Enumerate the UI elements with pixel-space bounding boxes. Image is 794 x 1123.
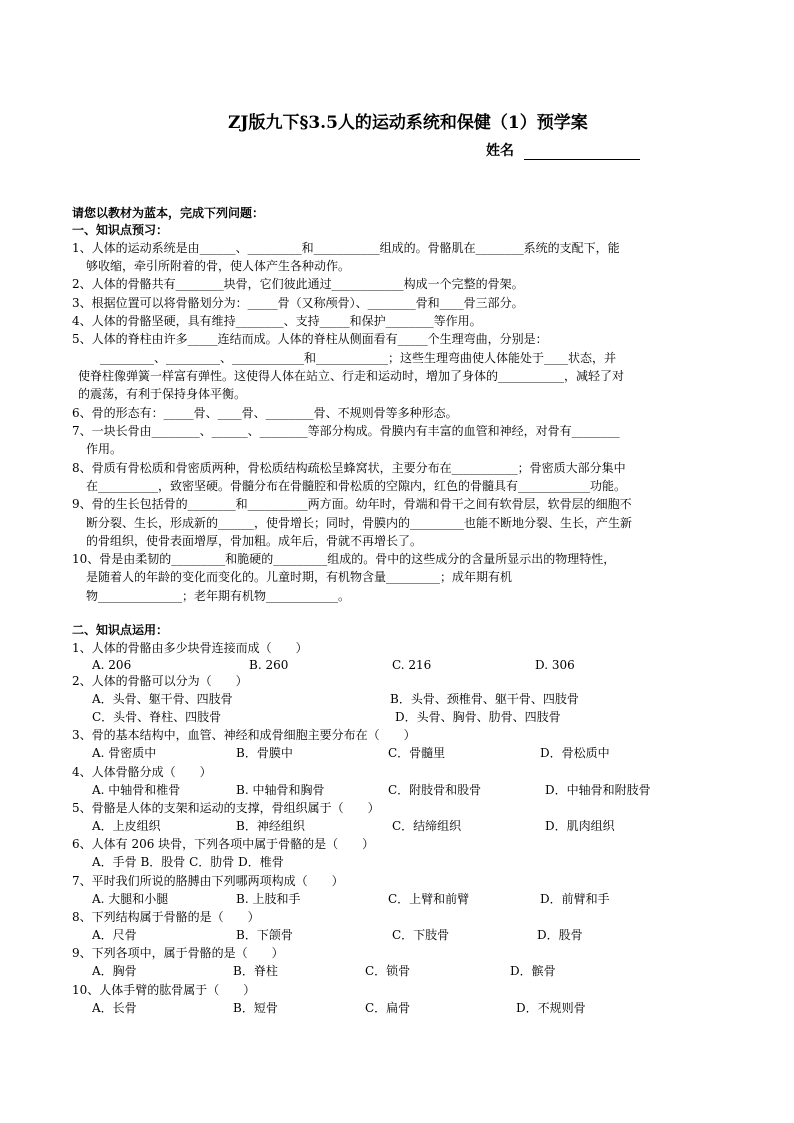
option: A. 大腿和小腿 <box>92 892 169 906</box>
s1-line: 的骨组织，使骨表面增厚，骨加粗。成年后，骨就不再增长了。 <box>86 534 423 548</box>
option: B. 260 <box>249 658 289 672</box>
option: D．头骨、胸骨、肋骨、四肢骨 <box>395 710 561 724</box>
s1-line: _________、_________、____________和____________；这些生理弯曲使人体能处于____状态，并 <box>100 351 617 365</box>
s1-line: 8、骨质有骨松质和骨密质两种，骨松质结构疏松呈蜂窝状，主要分布在___________；骨密质大部分集中 <box>72 461 626 475</box>
option: C．附肢骨和股骨 <box>388 783 482 797</box>
option: A．上皮组织 <box>92 819 161 833</box>
option: C．结缔组织 <box>392 819 462 833</box>
option: A．头骨、躯干骨、四肢骨 <box>92 692 233 706</box>
s1-line: 断分裂、生长，形成新的______，使骨增长；同时，骨膜内的_________也能不断地分裂、生长，产生新 <box>86 516 633 530</box>
intro-text: 请您以教材为蓝本，完成下列问题： <box>72 206 265 220</box>
option: A．尺骨 <box>92 928 137 942</box>
option: B．神经组织 <box>236 819 305 833</box>
question-text: 9、下列各项中，属于骨骼的是（ ） <box>72 946 284 960</box>
name-field <box>486 140 640 160</box>
option: A. 中轴骨和椎骨 <box>92 783 181 797</box>
option: D．股骨 <box>537 928 583 942</box>
option: A. 206 <box>92 658 132 672</box>
s1-line: 1、人体的运动系统是由______、_________和___________组成的。骨骼肌在________系统的支配下，能 <box>72 241 620 255</box>
option: C．上臂和前臂 <box>388 892 470 906</box>
question-text: 3、骨的基本结构中，血管、神经和成骨细胞主要分布在（ ） <box>72 728 416 742</box>
option: B．短骨 <box>233 1001 278 1015</box>
option: B．脊柱 <box>233 964 278 978</box>
s1-line: 在__________，致密坚硬。骨髓分布在骨髓腔和骨松质的空隙内，红色的骨髓具有____________功能。 <box>86 479 627 493</box>
question-text: 10、人体手臂的肱骨属于（ ） <box>72 983 256 997</box>
option: C．锁骨 <box>365 964 411 978</box>
question-text: 5、骨骼是人体的支架和运动的支撑，骨组织属于（ ） <box>72 801 380 815</box>
section2-heading: 二、知识点运用： <box>72 623 169 637</box>
option: D．不规则骨 <box>516 1001 586 1015</box>
option: C．头骨、脊柱、四肢骨 <box>92 710 222 724</box>
s1-line: 的震荡，有利于保持身体平衡。 <box>78 387 247 401</box>
s1-line: 7、一块长骨由________、______、________等部分构成。骨膜内有丰富的血管和神经，对骨有________ <box>72 424 620 438</box>
s1-line: 够收缩，牵引所附着的骨，使人体产生各种动作。 <box>86 259 351 273</box>
question-text: 6、人体有 206 块骨，下列各项中属于骨骼的是（ ） <box>72 837 375 851</box>
s1-line: 5、人体的脊柱由许多_____连结而成。人体的脊柱从侧面看有_____个生理弯曲，分别是： <box>72 332 548 346</box>
option: D．前臂和手 <box>540 892 610 906</box>
option: D．肌肉组织 <box>545 819 615 833</box>
section1-heading: 一、知识点预习： <box>72 223 169 237</box>
option: C．下肢骨 <box>392 928 450 942</box>
option: A．手骨 B．股骨 C．肋骨 D．椎骨 <box>92 855 284 869</box>
question-text: 4、人体骨骼分成（ ） <box>72 765 212 779</box>
option: A．长骨 <box>92 1001 137 1015</box>
name-blank[interactable] <box>524 145 640 160</box>
s1-line: 2、人体的骨骼共有________块骨，它们彼此通过____________构成一个完整的骨架。 <box>72 277 524 291</box>
s1-line: 3、根据位置可以将骨骼划分为：_____骨（又称颅骨）、________骨和____骨三部分。 <box>72 296 524 310</box>
question-text: 7、平时我们所说的胳膊由下列哪两项构成（ ） <box>72 874 344 888</box>
option: C. 216 <box>392 658 432 672</box>
option: C．扁骨 <box>365 1001 411 1015</box>
document-title: ZJ版九下§3.5人的运动系统和保健（1）预学案 <box>228 113 588 133</box>
option: B．骨膜中 <box>236 746 293 760</box>
option: D．髌骨 <box>510 964 556 978</box>
option: B．下颌骨 <box>236 928 293 942</box>
option: C．骨髓里 <box>388 746 446 760</box>
option: D．中轴骨和附肢骨 <box>545 783 651 797</box>
option: D．骨松质中 <box>540 746 610 760</box>
question-text: 1、人体的骨骼由多少块骨连接而成（ ） <box>72 641 308 655</box>
s1-line: 4、人体的骨骼坚硬，具有维持________、支持_____和保护________等作用。 <box>72 314 482 328</box>
question-text: 2、人体的骨骼可以分为（ ） <box>72 674 248 688</box>
option: B. 上肢和手 <box>236 892 301 906</box>
option: A．胸骨 <box>92 964 137 978</box>
name-label: 姓名 <box>486 143 514 159</box>
option: A. 骨密质中 <box>92 746 157 760</box>
s1-line: 物______________；老年期有机物____________。 <box>86 589 351 603</box>
option: D. 306 <box>535 658 575 672</box>
s1-line: 10、骨是由柔韧的_________和脆硬的_________组成的。骨中的这些成分的含量所显示出的物理特性， <box>72 552 616 566</box>
option: B．头骨、颈椎骨、躯干骨、四肢骨 <box>390 692 579 706</box>
s1-line: 作用。 <box>86 442 123 456</box>
s1-line: 使脊柱像弹簧一样富有弹性。这使得人体在站立、行走和运动时，增加了身体的___________，减轻了对 <box>78 369 625 383</box>
s1-line: 6、骨的形态有：_____骨、____骨、________骨、不规则骨等多种形态。 <box>72 406 458 420</box>
s1-line: 是随着人的年龄的变化而变化的。儿童时期，有机物含量_________；成年期有机 <box>86 570 513 584</box>
s1-line: 9、骨的生长包括骨的________和__________两方面。幼年时，骨端和骨干之间有软骨层，软骨层的细胞不 <box>72 497 632 511</box>
option: B. 中轴骨和胸骨 <box>236 783 325 797</box>
question-text: 8、下列结构属于骨骼的是（ ） <box>72 910 260 924</box>
